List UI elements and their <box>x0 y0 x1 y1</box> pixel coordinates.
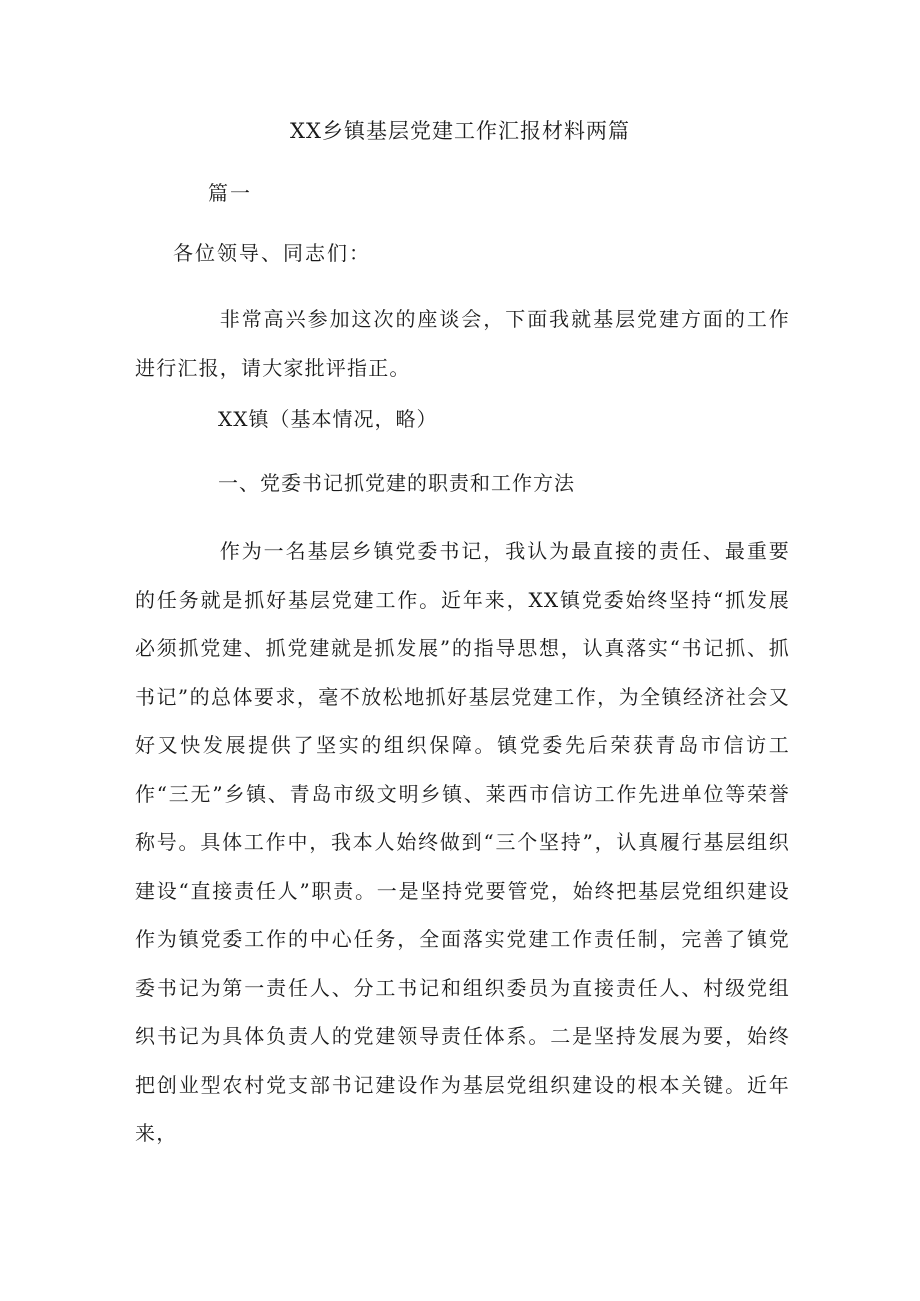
part-label: 篇一 <box>208 181 252 205</box>
section-one-heading: 一、党委书记抓党建的职责和工作方法 <box>218 471 575 495</box>
section-one-paragraph-text: 作为一名基层乡镇党委书记，我认为最直接的责任、最重要的任务就是抓好基层党建工作。近年来，XX镇党委始终坚持“抓发展必须抓党建、抓党建就是抓发展”的指导思想，认真落实“书记抓、抓书记”的总体要求，毫不放松地抓好基层党建工作，为全镇经济社会又好又快发展提供了坚实的组织保障。镇党委先后荣获青岛市信访工作“三无”乡镇、青岛市级文明乡镇、莱西市信访工作先进单位等荣誉称号。具体工作中，我本人始终做到“三个坚持”，认真履行基层组织建设“直接责任人”职责。一是坚持党要管党，始终把基层党组织建设作为镇党委工作的中心任务，全面落实党建工作责任制，完善了镇党委书记为第一责任人、分工书记和组织委员为直接责任人、村级党组织书记为具体负责人的党建领导责任体系。二是坚持发展为要，始终把创业型农村党支部书记建设作为基层党组织建设的根本关键。近年来， <box>135 539 790 1145</box>
salutation: 各位领导、同志们： <box>173 241 371 265</box>
intro-paragraph <box>135 295 790 392</box>
intro-paragraph-text: 非常高兴参加这次的座谈会，下面我就基层党建方面的工作进行汇报，请大家批评指正。 <box>135 307 790 380</box>
document-title: XX乡镇基层党建工作汇报材料两篇 <box>290 119 630 143</box>
basic-info-line: XX镇（基本情况，略） <box>218 407 438 431</box>
section-one-paragraph <box>135 527 790 1158</box>
